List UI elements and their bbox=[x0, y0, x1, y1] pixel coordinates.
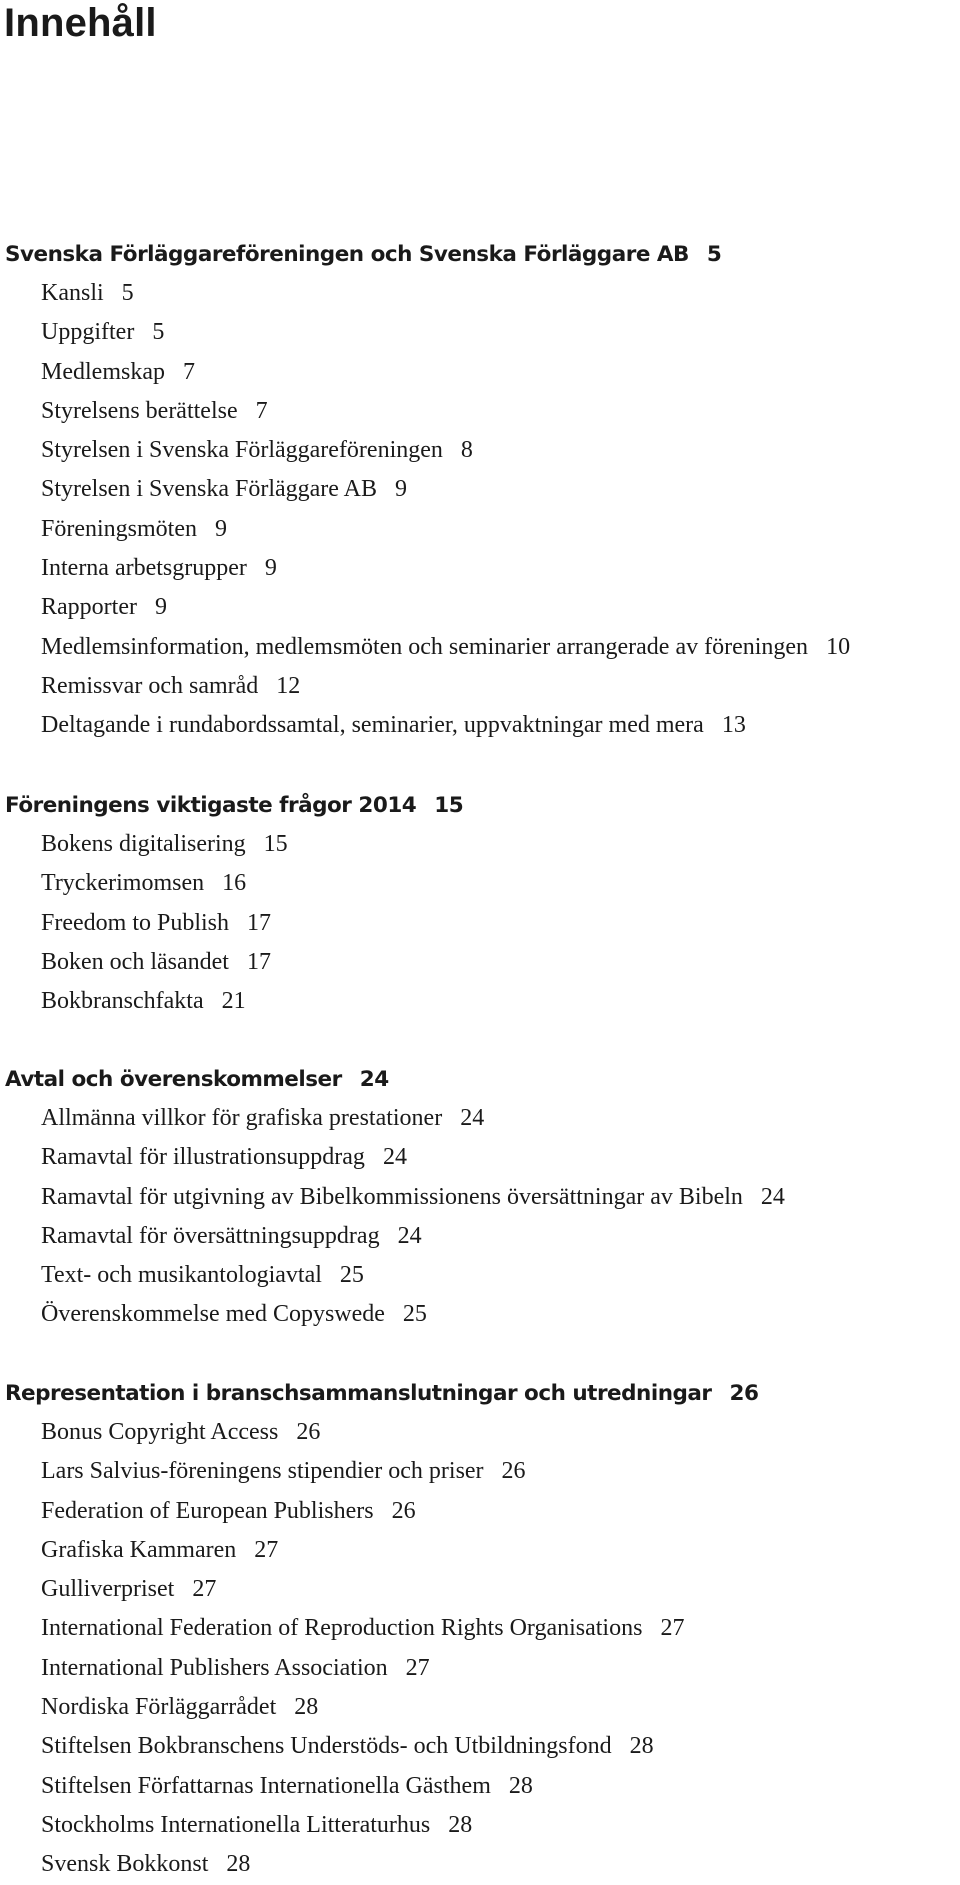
toc-entry[interactable] bbox=[41, 982, 960, 1021]
section-heading-page: 24 bbox=[359, 1067, 389, 1092]
section-heading-page: 5 bbox=[706, 242, 722, 267]
toc-entry[interactable] bbox=[41, 1452, 960, 1491]
toc-entry[interactable] bbox=[41, 1531, 960, 1570]
section-heading-label: Representation i branschsammanslutningar och utredningar bbox=[5, 1381, 712, 1406]
toc-entry[interactable] bbox=[41, 864, 960, 903]
section-heading-label: Svenska Förläggareföreningen och Svenska Förläggare AB bbox=[5, 242, 689, 267]
toc-entry[interactable] bbox=[41, 706, 960, 745]
toc-entry[interactable] bbox=[41, 1609, 960, 1648]
toc-entry-page: 27 bbox=[660, 1615, 685, 1642]
section-heading-label: Föreningens viktigaste frågor 2014 bbox=[5, 793, 417, 818]
toc-entry-page: 26 bbox=[296, 1419, 321, 1445]
toc-entry-page: 16 bbox=[222, 870, 247, 897]
toc-entry-page: 10 bbox=[826, 633, 851, 660]
toc-entry[interactable] bbox=[41, 392, 960, 431]
toc-entry[interactable] bbox=[41, 1256, 960, 1295]
section-heading-page: 26 bbox=[729, 1381, 759, 1406]
toc-entry-label: Gulliverpriset bbox=[41, 1576, 175, 1603]
toc-entry-label: Föreningsmöten bbox=[41, 515, 197, 542]
toc-entry-label: Stiftelsen Författarnas Internationella Gästhem bbox=[41, 1772, 491, 1799]
toc-entry[interactable] bbox=[41, 549, 960, 588]
toc-section bbox=[0, 787, 960, 1021]
toc-entry[interactable] bbox=[41, 1649, 960, 1688]
section-heading-label: Avtal och överenskommelser bbox=[5, 1067, 342, 1092]
toc-entry[interactable] bbox=[41, 1570, 960, 1609]
toc-entry[interactable] bbox=[41, 1217, 960, 1256]
toc-entry-page: 9 bbox=[154, 594, 167, 621]
toc-entry-page: 24 bbox=[397, 1222, 422, 1249]
toc-entry[interactable] bbox=[41, 470, 960, 509]
toc-entry[interactable] bbox=[41, 431, 960, 470]
toc-entry[interactable] bbox=[41, 588, 960, 627]
toc-entry-label: Bokens digitalisering bbox=[41, 831, 246, 857]
toc-entry[interactable] bbox=[41, 274, 960, 313]
toc-entry-page: 5 bbox=[152, 319, 165, 346]
toc-entry-page: 9 bbox=[215, 515, 227, 542]
toc-entry-label: International Publishers Association bbox=[41, 1654, 388, 1681]
toc-entry[interactable] bbox=[41, 628, 960, 667]
toc-entry-page: 27 bbox=[405, 1654, 430, 1681]
toc-entry[interactable] bbox=[41, 353, 960, 392]
toc-entry-page: 9 bbox=[394, 476, 407, 503]
toc-entry-page: 9 bbox=[264, 555, 277, 582]
toc-entry[interactable] bbox=[41, 825, 960, 864]
toc-entry-page: 24 bbox=[382, 1144, 407, 1171]
toc-entry-page: 12 bbox=[276, 672, 301, 699]
toc-entry-label: Svensk Bokkonst bbox=[41, 1851, 209, 1878]
toc-entry-page: 21 bbox=[221, 988, 246, 1015]
toc-entry-label: International Federation of Reproduction Rights Organisations bbox=[41, 1615, 643, 1642]
toc-entry-page: 13 bbox=[721, 712, 746, 739]
toc-entry-label: Remissvar och samråd bbox=[41, 672, 259, 699]
toc-entry-label: Ramavtal för illustrationsuppdrag bbox=[41, 1144, 365, 1171]
toc-entry[interactable] bbox=[41, 1727, 960, 1766]
toc-entry-label: Allmänna villkor för grafiska prestationer bbox=[41, 1105, 443, 1131]
toc-entry-page: 28 bbox=[294, 1694, 319, 1721]
toc-entry-label: Nordiska Förläggarrådet bbox=[41, 1694, 277, 1721]
toc-entry-page: 7 bbox=[182, 358, 195, 385]
toc-entry[interactable] bbox=[41, 1178, 960, 1217]
toc-entry-label: Överenskommelse med Copyswede bbox=[41, 1301, 385, 1328]
toc-entry-label: Kansli bbox=[41, 280, 104, 306]
toc-entry[interactable] bbox=[41, 943, 960, 982]
toc-entry-page: 7 bbox=[255, 397, 268, 424]
toc-section bbox=[0, 1061, 960, 1335]
toc-entry-label: Boken och läsandet bbox=[41, 948, 229, 975]
toc-entry-page: 17 bbox=[246, 948, 271, 975]
toc-section-heading[interactable] bbox=[5, 236, 960, 274]
toc-entry-label: Stockholms Internationella Litteraturhus bbox=[41, 1811, 431, 1838]
toc-section bbox=[0, 236, 960, 746]
toc-entry[interactable] bbox=[41, 510, 960, 549]
toc-entry-page: 8 bbox=[460, 437, 473, 464]
toc-entry-label: Interna arbetsgrupper bbox=[41, 555, 247, 582]
section-heading-page: 15 bbox=[434, 793, 464, 818]
toc-entry-label: Federation of European Publishers bbox=[41, 1497, 374, 1524]
toc-entry-label: Ramavtal för översättningsuppdrag bbox=[41, 1222, 380, 1249]
toc-entry-page: 27 bbox=[192, 1576, 217, 1603]
toc-section-heading[interactable] bbox=[5, 1061, 960, 1099]
toc-entry-label: Stiftelsen Bokbranschens Understöds- och Utbildningsfond bbox=[41, 1733, 612, 1760]
toc-entry-page: 17 bbox=[247, 909, 272, 936]
toc-entry-page: 28 bbox=[226, 1851, 251, 1878]
toc-entry[interactable] bbox=[41, 1413, 960, 1452]
toc-entry-page: 27 bbox=[254, 1536, 279, 1563]
toc-entry-label: Lars Salvius-föreningens stipendier och priser bbox=[41, 1458, 484, 1485]
toc-entry[interactable] bbox=[41, 1138, 960, 1177]
toc-entry-label: Styrelsen i Svenska Förläggareföreningen bbox=[41, 437, 443, 464]
toc-entry-label: Grafiska Kammaren bbox=[41, 1536, 237, 1563]
toc-entry-label: Uppgifter bbox=[41, 319, 135, 346]
toc-entry-label: Text- och musikantologiavtal bbox=[41, 1262, 322, 1289]
toc-entry[interactable] bbox=[41, 1688, 960, 1727]
toc-entry-page: 5 bbox=[121, 280, 134, 306]
toc-entry-label: Bokbranschfakta bbox=[41, 988, 204, 1015]
toc-entry[interactable] bbox=[41, 1845, 960, 1884]
toc-entry-page: 24 bbox=[460, 1105, 485, 1131]
toc-entry-page: 28 bbox=[508, 1772, 533, 1799]
toc-entry[interactable] bbox=[41, 313, 960, 352]
toc-entry-label: Deltagande i rundabordssamtal, seminarier, uppvaktningar med mera bbox=[41, 712, 704, 739]
toc-entry-label: Medlemsinformation, medlemsmöten och seminarier arrangerade av föreningen bbox=[41, 633, 809, 660]
toc-entry-page: 25 bbox=[402, 1301, 427, 1328]
toc-entry-label: Styrelsens berättelse bbox=[41, 397, 238, 424]
toc-entry-page: 24 bbox=[760, 1183, 785, 1210]
toc-entry[interactable] bbox=[41, 1492, 960, 1531]
toc-entry[interactable] bbox=[41, 1806, 960, 1845]
toc-entry-page: 26 bbox=[391, 1497, 416, 1524]
toc-entry-label: Rapporter bbox=[41, 594, 137, 621]
toc-entry-page: 26 bbox=[501, 1458, 526, 1485]
toc-entry-page: 28 bbox=[448, 1811, 473, 1838]
toc-entry[interactable] bbox=[41, 904, 960, 943]
toc-entry[interactable] bbox=[41, 667, 960, 706]
toc-entry-label: Styrelsen i Svenska Förläggare AB bbox=[41, 476, 377, 503]
toc-entry-label: Medlemskap bbox=[41, 358, 165, 385]
toc-entry[interactable] bbox=[41, 1767, 960, 1806]
toc-entry-label: Freedom to Publish bbox=[41, 909, 230, 936]
toc-entry-label: Bonus Copyright Access bbox=[41, 1419, 279, 1445]
page-title: Innehåll bbox=[4, 1, 157, 45]
toc-entry-page: 28 bbox=[629, 1733, 654, 1760]
toc-section bbox=[0, 1375, 960, 1885]
toc-entry[interactable] bbox=[41, 1295, 960, 1334]
toc-entry-label: Ramavtal för utgivning av Bibelkommissionens översättningar av Bibeln bbox=[41, 1183, 743, 1210]
toc-entry[interactable] bbox=[41, 1099, 960, 1138]
toc-entry-page: 25 bbox=[339, 1262, 364, 1289]
toc-section-heading[interactable] bbox=[5, 787, 960, 825]
toc-section-heading[interactable] bbox=[5, 1375, 960, 1413]
toc-entry-page: 15 bbox=[263, 831, 288, 857]
toc-entry-label: Tryckerimomsen bbox=[41, 870, 205, 897]
